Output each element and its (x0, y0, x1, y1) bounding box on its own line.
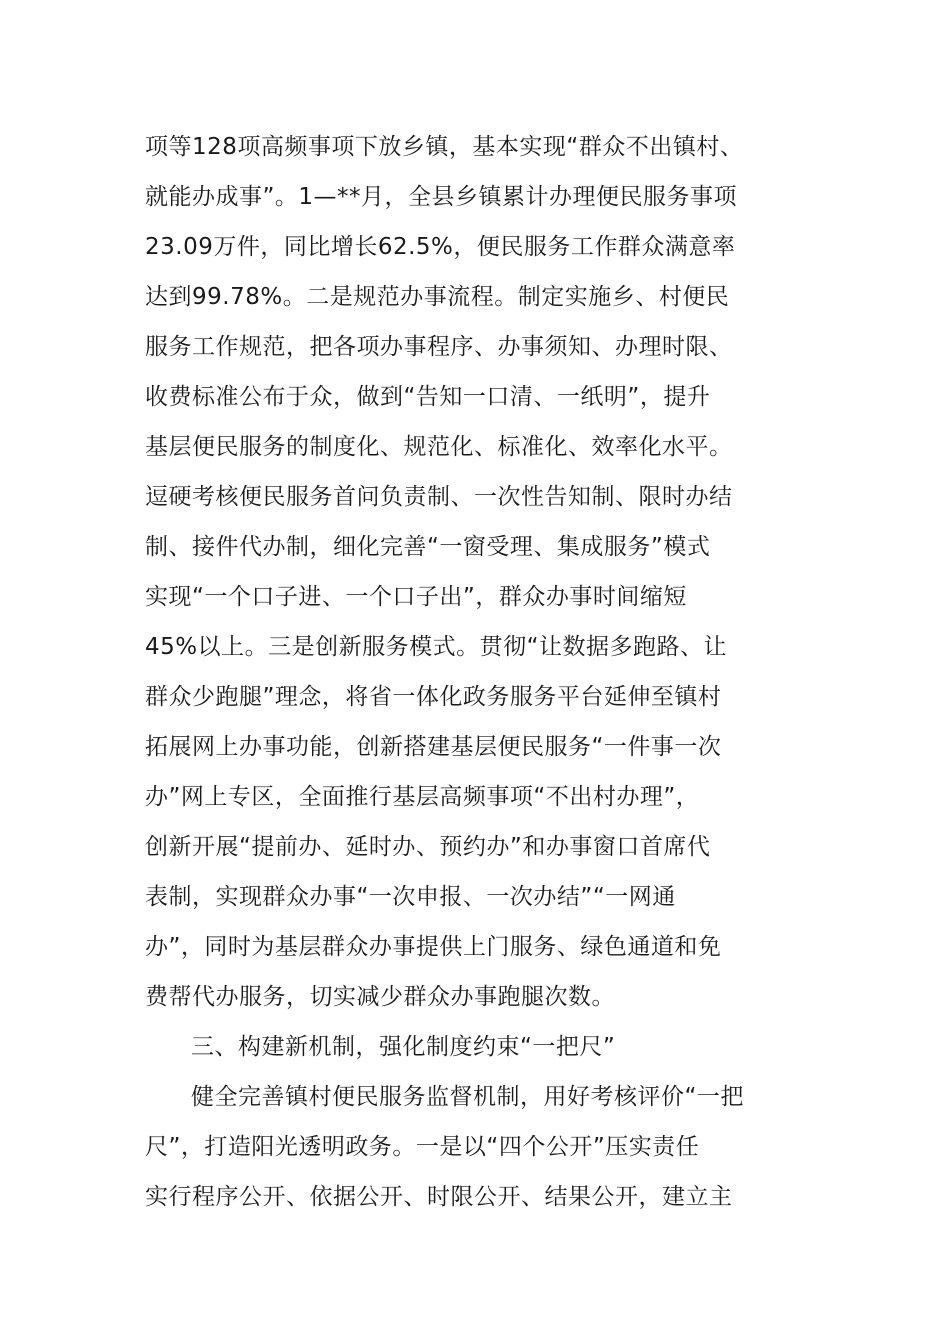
text-line: 实行程序公开、依据公开、时限公开、结果公开，建立主 (145, 1184, 733, 1210)
text-line: 服务工作规范，把各项办事程序、办事须知、办理时限、 (145, 334, 733, 360)
text-line: 收费标准公布于众，做到“告知一口清、一纸明”，提升 (145, 384, 711, 410)
text-line: 45%以上。三是创新服务模式。贯彻“让数据多跑路、让 (145, 634, 728, 660)
text-line: 项等128项高频事项下放乡镇，基本实现“群众不出镇村、 (145, 134, 744, 160)
text-line: 拓展网上办事功能，创新搭建基层便民服务“一件事一次 (145, 734, 722, 760)
text-line: 费帮代办服务，切实减少群众办事跑腿次数。 (145, 984, 615, 1010)
text-line: 制、接件代办制，细化完善“一窗受理、集成服务”模式 (145, 534, 711, 560)
text-line: 实现“一个口子进、一个口子出”，群众办事时间缩短 (145, 584, 687, 610)
text-line: 就能办成事”。1—**月，全县乡镇累计办理便民服务事项 (145, 184, 738, 210)
paragraph-first-line: 健全完善镇村便民服务监督机制，用好考核评价“一把 (191, 1084, 744, 1110)
body-text (145, 122, 810, 1222)
text-line: 基层便民服务的制度化、规范化、标准化、效率化水平。 (145, 434, 733, 460)
text-line: 逗硬考核便民服务首问负责制、一次性告知制、限时办结 (145, 484, 733, 510)
text-line: 表制，实现群众办事“一次申报、一次办结”“一网通 (145, 884, 676, 910)
text-line: 尺”，打造阳光透明政务。一是以“四个公开”压实责任 (145, 1134, 700, 1160)
text-line: 达到99.78%。二是规范办事流程。制定实施乡、村便民 (145, 284, 730, 310)
text-line: 办”网上专区，全面推行基层高频事项“不出村办理”， (145, 784, 700, 810)
text-line: 办”，同时为基层群众办事提供上门服务、绿色通道和免 (145, 934, 722, 960)
section-heading: 三、构建新机制，强化制度约束“一把尺” (191, 1034, 616, 1060)
text-line: 创新开展“提前办、延时办、预约办”和办事窗口首席代 (145, 834, 711, 860)
text-line: 23.09万件，同比增长62.5%，便民服务工作群众满意率 (145, 234, 736, 260)
text-line: 群众少跑腿”理念，将省一体化政务服务平台延伸至镇村 (145, 684, 722, 710)
